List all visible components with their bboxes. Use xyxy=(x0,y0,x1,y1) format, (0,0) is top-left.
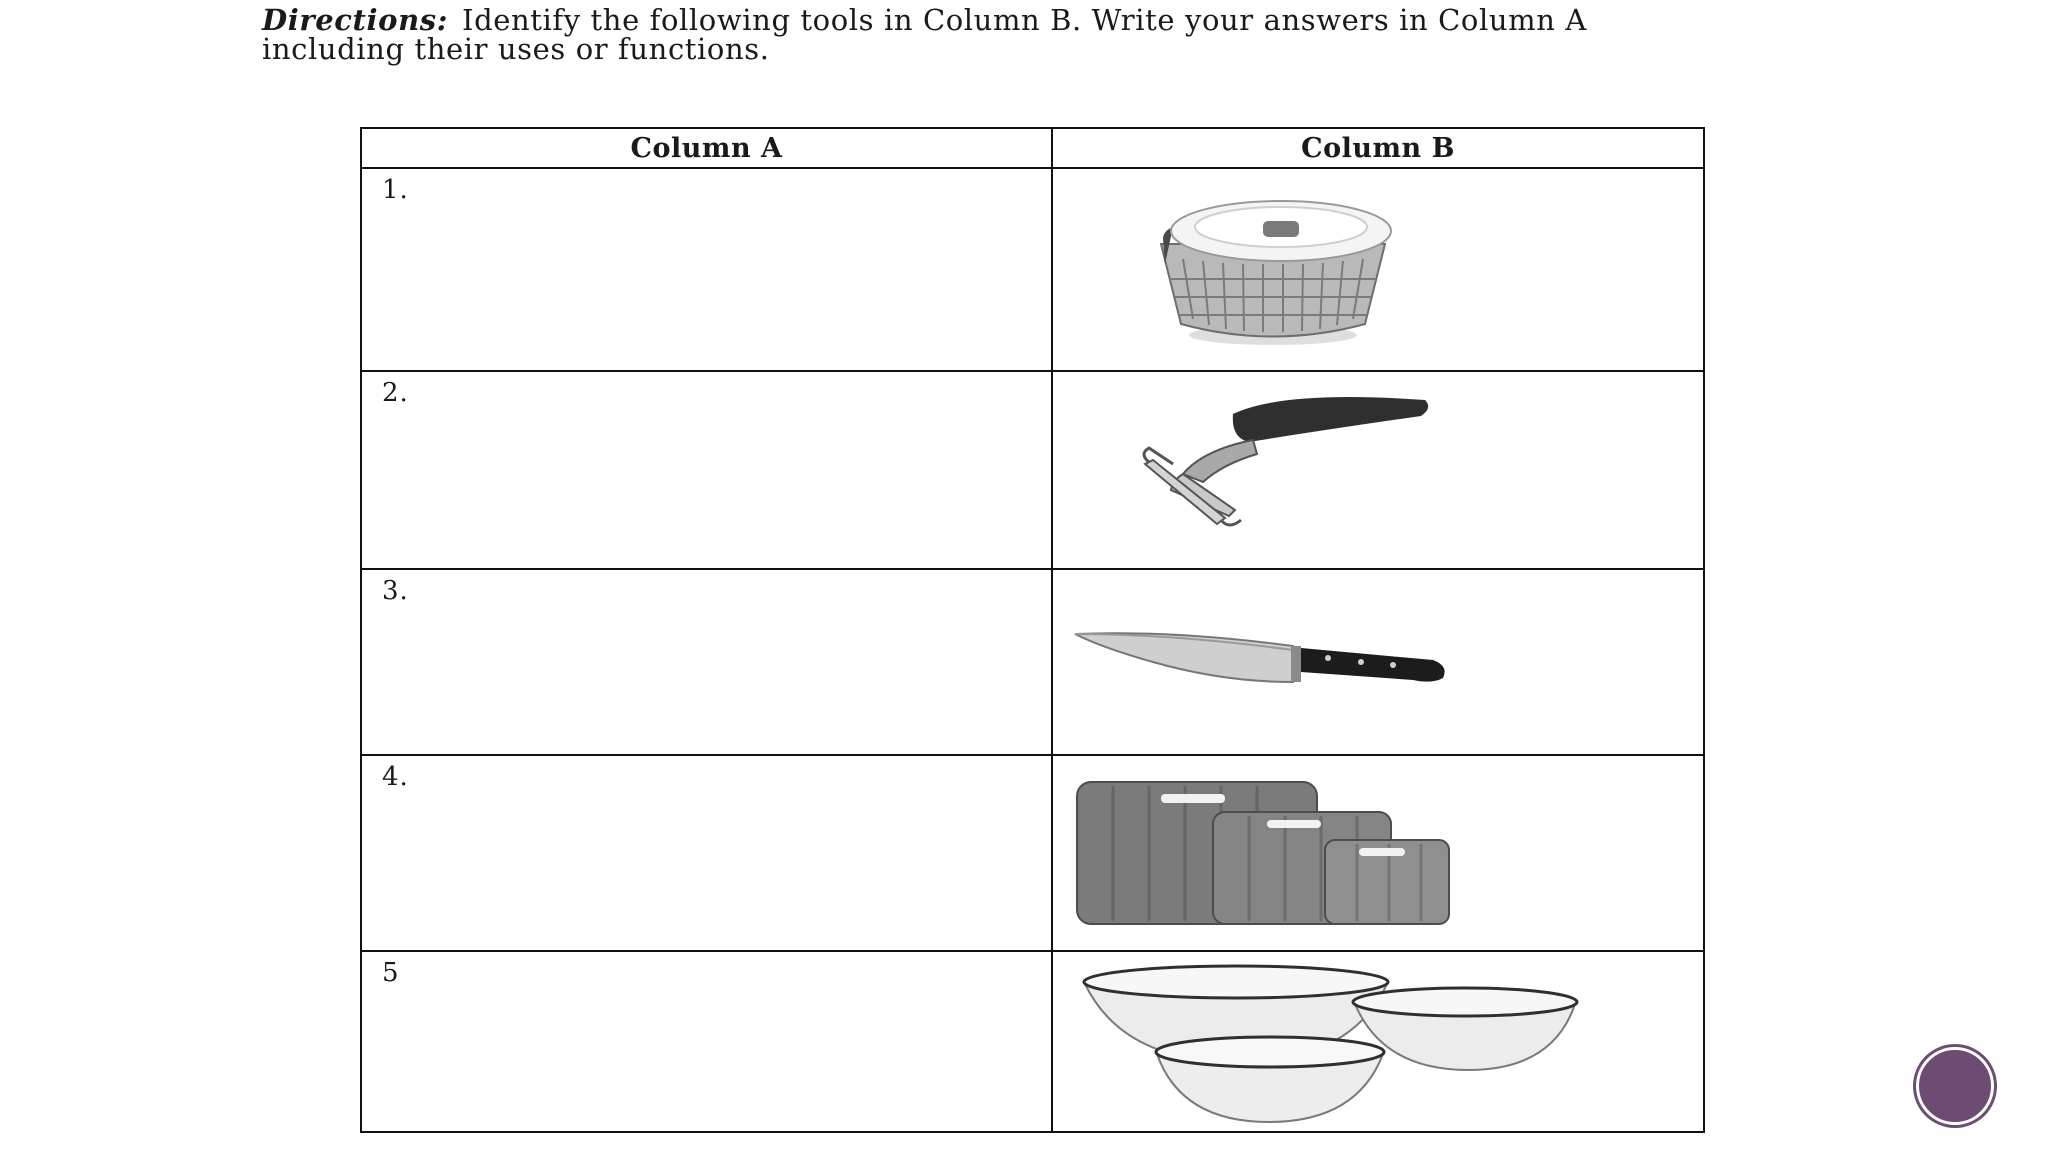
column-a-header: Column A xyxy=(361,128,1052,168)
table-header-row xyxy=(361,128,1704,168)
answer-cell-4[interactable] xyxy=(361,755,1052,951)
item-number: 4. xyxy=(382,762,409,792)
item-number: 3. xyxy=(382,576,409,606)
directions-text xyxy=(262,3,1722,66)
image-cell-2 xyxy=(1052,371,1704,569)
table-row xyxy=(361,755,1704,951)
answer-cell-2[interactable] xyxy=(361,371,1052,569)
worksheet-table xyxy=(360,127,1705,1133)
column-b-header: Column B xyxy=(1052,128,1704,168)
directions-body: Identify the following tools in Column B. Write your answers in Column A including their uses or functions. xyxy=(262,3,1587,66)
item-number: 1. xyxy=(382,175,409,205)
image-cell-1 xyxy=(1052,168,1704,371)
table-row xyxy=(361,371,1704,569)
item-number: 2. xyxy=(382,378,409,408)
table-row xyxy=(361,168,1704,371)
table-row xyxy=(361,951,1704,1132)
image-cell-5 xyxy=(1052,951,1704,1132)
directions-label: Directions: xyxy=(262,3,449,37)
image-cell-4 xyxy=(1052,755,1704,951)
image-cell-3 xyxy=(1052,569,1704,755)
item-number: 5 xyxy=(382,958,400,988)
answer-cell-3[interactable] xyxy=(361,569,1052,755)
answer-cell-1[interactable] xyxy=(361,168,1052,371)
table-row xyxy=(361,569,1704,755)
slide-nav-button[interactable] xyxy=(1916,1047,1994,1125)
answer-cell-5[interactable] xyxy=(361,951,1052,1132)
